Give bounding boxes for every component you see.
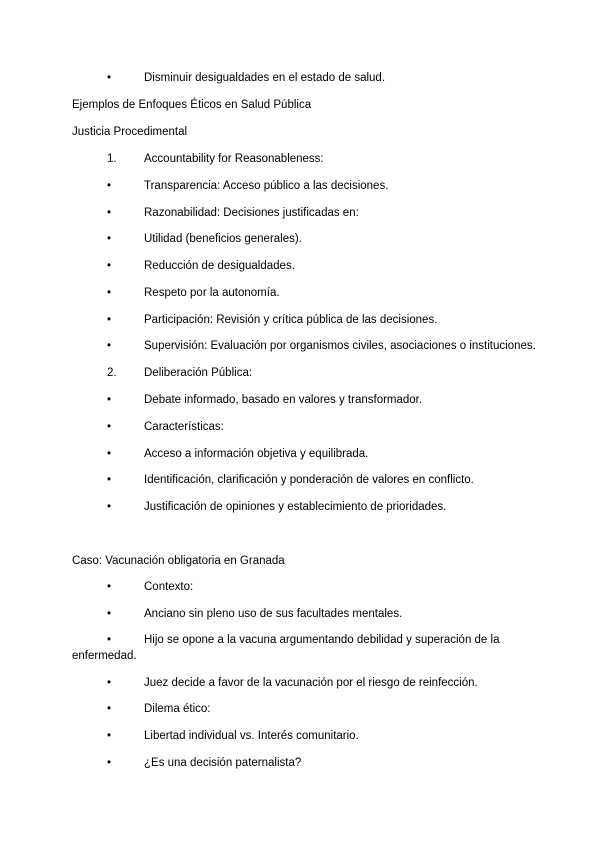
bullet-marker: • [107, 72, 112, 84]
list-item: Acceso a información objetiva y equilibrada. [144, 448, 369, 460]
list-item: Disminuir desigualdades en el estado de salud. [144, 72, 386, 84]
bullet-marker: • [107, 233, 112, 245]
bullet-marker: • [107, 474, 112, 486]
bullet-marker: • [107, 730, 112, 742]
list-item: Anciano sin pleno uso de sus facultades mentales. [144, 608, 403, 620]
list-item: Hijo se opone a la vacuna argumentando debilidad y superación de la enfermedad. [72, 634, 500, 662]
list-item: Respeto por la autonomía. [144, 287, 280, 299]
list-item: Debate informado, basado en valores y transformador. [144, 394, 423, 406]
bullet-marker: • [107, 448, 112, 460]
list-item: Juez decide a favor de la vacunación por el riesgo de reinfección. [144, 677, 478, 689]
bullet-marker: • [107, 394, 112, 406]
numbered-marker: 2. [107, 367, 117, 379]
list-item: Identificación, clarificación y ponderación de valores en conflicto. [144, 474, 474, 486]
bullet-marker: • [107, 340, 112, 352]
bullet-marker: • [107, 287, 112, 299]
list-item: Accountability for Reasonableness: [144, 153, 324, 165]
bullet-marker: • [107, 757, 112, 769]
list-item: Libertad individual vs. Interés comunitario. [144, 730, 359, 742]
list-item: Deliberación Pública: [144, 367, 253, 379]
bullet-marker: • [107, 314, 112, 326]
case-title: Caso: Vacunación obligatoria en Granada [72, 555, 285, 567]
list-item: Participación: Revisión y crítica pública de las decisiones. [144, 314, 438, 326]
bullet-marker: • [107, 677, 112, 689]
list-item: Transparencia: Acceso público a las decisiones. [144, 180, 389, 192]
list-item: Supervisión: Evaluación por organismos civiles, asociaciones o instituciones. [144, 340, 536, 352]
list-item: Contexto: [144, 581, 194, 593]
list-item: ¿Es una decisión paternalista? [144, 757, 302, 769]
bullet-marker: • [107, 207, 112, 219]
bullet-marker: • [107, 581, 112, 593]
bullet-marker: • [107, 608, 112, 620]
bullet-marker: • [107, 501, 112, 513]
list-item: Razonabilidad: Decisiones justificadas en: [144, 207, 359, 219]
bullet-marker: • [107, 703, 112, 715]
subsection-title: Justicia Procedimental [72, 126, 188, 138]
list-item: Dilema ético: [144, 703, 211, 715]
section-title: Ejemplos de Enfoques Éticos en Salud Pública [72, 99, 312, 111]
numbered-marker: 1. [107, 153, 117, 165]
list-item: Características: [144, 421, 224, 433]
bullet-marker: • [107, 634, 112, 646]
bullet-marker: • [107, 180, 112, 192]
bullet-marker: • [107, 421, 112, 433]
list-item: Utilidad (beneficios generales). [144, 233, 302, 245]
bullet-marker: • [107, 260, 112, 272]
list-item: Reducción de desigualdades. [144, 260, 295, 272]
list-item: Justificación de opiniones y establecimiento de prioridades. [144, 501, 447, 513]
